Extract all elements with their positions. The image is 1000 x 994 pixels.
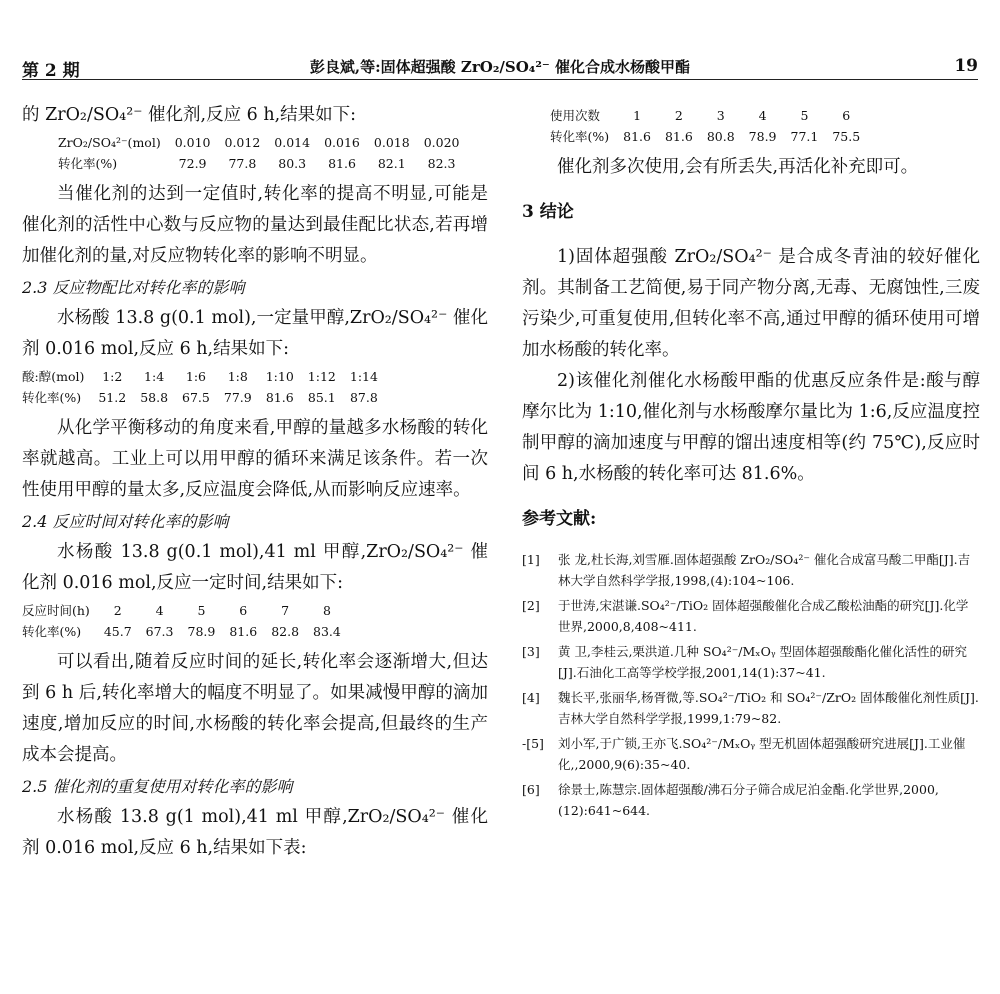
reference-item — [522, 687, 980, 729]
intro-paragraph: 的 ZrO₂/SO₄²⁻ 催化剂,反应 6 h,结果如下: — [22, 105, 357, 125]
table-cell: 81.6 — [229, 624, 258, 639]
issue-number: 第 2 期 — [22, 61, 80, 81]
table-cell: 67.3 — [145, 624, 174, 639]
table-cell: 8 — [322, 603, 331, 618]
table-cell: 5 — [197, 603, 206, 618]
row-label: 转化率(%) — [22, 624, 82, 639]
table-row — [22, 601, 348, 622]
table-cell: 80.8 — [706, 129, 735, 144]
table-cell: 82.1 — [377, 156, 406, 171]
table-cell: 78.9 — [187, 624, 216, 639]
reference-text: 黄 卫,李桂云,栗洪道.几种 SO₄²⁻/MₓOᵧ 型固体超强酸酯化催化活性的研究[J].石油化工高等学校学报,2001,14(1):37~41. — [558, 644, 968, 680]
page-number: 19 — [954, 56, 978, 76]
table-cell: 1:2 — [102, 369, 123, 384]
table-row — [22, 388, 385, 409]
reference-item — [522, 595, 980, 637]
section-heading-2-5: 2.5 催化剂的重复使用对转化率的影响 — [22, 777, 293, 796]
row-label: 转化率(%) — [550, 129, 610, 144]
table-cell: 82.8 — [271, 624, 300, 639]
table-cell: 3 — [716, 108, 725, 123]
table-cell: 85.1 — [307, 390, 336, 405]
table-cell: 0.016 — [324, 135, 360, 150]
row-label: 转化率(%) — [22, 390, 82, 405]
paragraph: 水杨酸 13.8 g(0.1 mol),41 ml 甲醇,ZrO₂/SO₄²⁻ 催化剂 0.016 mol,反应一定时间,结果如下: — [22, 542, 488, 593]
table-cell: 1:4 — [144, 369, 165, 384]
table-row — [550, 127, 867, 148]
table-cell: 2 — [113, 603, 122, 618]
reference-number: [2] — [522, 598, 540, 613]
table-cell: 87.8 — [349, 390, 378, 405]
table-cell: 5 — [800, 108, 809, 123]
table-cell: 78.9 — [748, 129, 777, 144]
reference-item — [522, 779, 980, 821]
row-label: 使用次数 — [550, 108, 601, 123]
right-column — [522, 104, 980, 825]
running-title: 彭良斌,等:固体超强酸 ZrO₂/SO₄²⁻ 催化合成水杨酸甲酯 — [309, 58, 691, 76]
reference-text: 刘小军,于广锁,王亦飞.SO₄²⁻/MₓOᵧ 型无机固体超强酸研究进展[J].工业催化,,2000,9(6):35~40. — [558, 736, 966, 772]
table-cell: 1 — [633, 108, 642, 123]
conclusion-1: 1)固体超强酸 ZrO₂/SO₄²⁻ 是合成冬青油的较好催化剂。其制备工艺简便,易于同产物分离,无毒、无腐蚀性,三废污染少,可重复使用,但转化率不高,通过甲醇的循环使用可增加水杨酸的转化率。 — [522, 247, 980, 360]
reference-text: 张 龙,杜长海,刘雪雁.固体超强酸 ZrO₂/SO₄²⁻ 催化合成富马酸二甲酯[J].吉林大学自然科学学报,1998,(4):104~106. — [558, 552, 971, 588]
reaction-time-table — [22, 601, 348, 643]
table-cell: 6 — [239, 603, 248, 618]
reference-list — [522, 549, 980, 821]
row-label: ZrO₂/SO₄²⁻(mol) — [58, 135, 161, 150]
table-row — [58, 154, 466, 175]
paragraph: 从化学平衡移动的角度来看,甲醇的量越多水杨酸的转化率就越高。工业上可以用甲醇的循环来满足该条件。若一次性使用甲醇的量太多,反应温度会降低,从而影响反应速率。 — [22, 418, 488, 500]
section-heading-2-3: 2.3 反应物配比对转化率的影响 — [22, 278, 245, 297]
table-cell: 77.9 — [223, 390, 252, 405]
reference-text: 于世涛,宋湛谦.SO₄²⁻/TiO₂ 固体超强酸催化合成乙酸松油酯的研究[J].化学世界,2000,8,408~411. — [558, 598, 969, 634]
header-rule — [22, 79, 978, 80]
table-cell: 1:6 — [185, 369, 207, 384]
table-cell: 4 — [758, 108, 767, 123]
table-cell: 82.3 — [427, 156, 456, 171]
table-cell: 0.014 — [274, 135, 311, 150]
paragraph: 当催化剂的达到一定值时,转化率的提高不明显,可能是催化剂的活性中心数与反应物的量达到最佳配比状态,若再增加催化剂的量,对反应物转化率的影响不明显。 — [22, 184, 488, 266]
table-cell: 81.6 — [664, 129, 693, 144]
table-cell: 1:12 — [307, 369, 336, 384]
table-row — [550, 106, 867, 127]
table-cell: 0.010 — [174, 135, 211, 150]
reference-item — [522, 549, 980, 591]
conclusion-2: 2)该催化剂催化水杨酸甲酯的优惠反应条件是:酸与醇摩尔比为 1:10,催化剂与水杨酸摩尔量比为 1:6,反应温度控制甲醇的滴加速度与甲醇的馏出速度相等(约 75℃),反应时间 6 h,水杨酸的转化率可达 81.6%。 — [522, 371, 980, 484]
table-cell: 72.9 — [178, 156, 207, 171]
references-heading: 参考文献: — [522, 509, 597, 529]
table-cell: 75.5 — [832, 129, 861, 144]
table-cell: 0.020 — [423, 135, 460, 150]
row-label: 酸:醇(mol) — [22, 369, 85, 384]
reference-item — [522, 733, 980, 775]
paragraph: 催化剂多次使用,会有所丢失,再活化补充即可。 — [557, 157, 919, 177]
table-cell: 45.7 — [103, 624, 132, 639]
table-cell: 0.012 — [224, 135, 261, 150]
table-cell: 67.5 — [182, 390, 210, 405]
section-heading-3: 3 结论 — [522, 202, 574, 222]
paragraph: 水杨酸 13.8 g(0.1 mol),一定量甲醇,ZrO₂/SO₄²⁻ 催化剂 0.016 mol,反应 6 h,结果如下: — [22, 308, 488, 359]
table-cell: 6 — [842, 108, 851, 123]
table-cell: 83.4 — [313, 624, 341, 639]
section-heading-2-4: 2.4 反应时间对转化率的影响 — [22, 512, 229, 531]
table-cell: 81.6 — [328, 156, 356, 171]
reference-number: [4] — [522, 690, 540, 705]
running-header — [22, 50, 978, 80]
left-column — [22, 100, 488, 864]
row-label: 反应时间(h) — [22, 603, 90, 618]
table-cell: 80.3 — [278, 156, 307, 171]
reference-number: [3] — [522, 644, 540, 659]
catalyst-amount-table — [58, 133, 466, 175]
ratio-table — [22, 367, 385, 409]
paragraph: 可以看出,随着反应时间的延长,转化率会逐渐增大,但达到 6 h 后,转化率增大的幅度不明显了。如果减慢甲醇的滴加速度,增加反应的时间,水杨酸的转化率会提高,但最终的生产成本会提高。 — [22, 652, 488, 765]
reference-item — [522, 641, 980, 683]
table-cell: 81.6 — [623, 129, 651, 144]
table-row — [22, 622, 348, 643]
table-cell: 7 — [281, 603, 290, 618]
reference-text: 徐景士,陈慧宗.固体超强酸/沸石分子筛合成尼泊金酯.化学世界,2000,(12):641~644. — [558, 782, 939, 818]
table-cell: 1:14 — [349, 369, 378, 384]
reference-number: [6] — [522, 782, 540, 797]
reference-text: 魏长平,张丽华,杨胥微,等.SO₄²⁻/TiO₂ 和 SO₄²⁻/ZrO₂ 固体酸催化剂性质[J].吉林大学自然科学学报,1999,1:79~82. — [558, 690, 979, 726]
paragraph: 水杨酸 13.8 g(1 mol),41 ml 甲醇,ZrO₂/SO₄²⁻ 催化剂 0.016 mol,反应 6 h,结果如下表: — [22, 807, 488, 858]
table-row — [58, 133, 466, 154]
table-cell: 2 — [674, 108, 683, 123]
table-cell: 81.6 — [265, 390, 294, 405]
table-cell: 0.018 — [373, 135, 410, 150]
table-cell: 4 — [155, 603, 164, 618]
reference-number: [1] — [522, 552, 540, 567]
reuse-table — [550, 106, 867, 148]
table-cell: 51.2 — [98, 390, 127, 405]
table-cell: 77.1 — [790, 129, 819, 144]
reference-number: -[5] — [522, 736, 544, 751]
table-cell: 58.8 — [140, 390, 169, 405]
row-label: 转化率(%) — [58, 156, 118, 171]
table-cell: 77.8 — [228, 156, 257, 171]
table-row — [22, 367, 385, 388]
table-cell: 1:8 — [227, 369, 248, 384]
table-cell: 1:10 — [265, 369, 294, 384]
